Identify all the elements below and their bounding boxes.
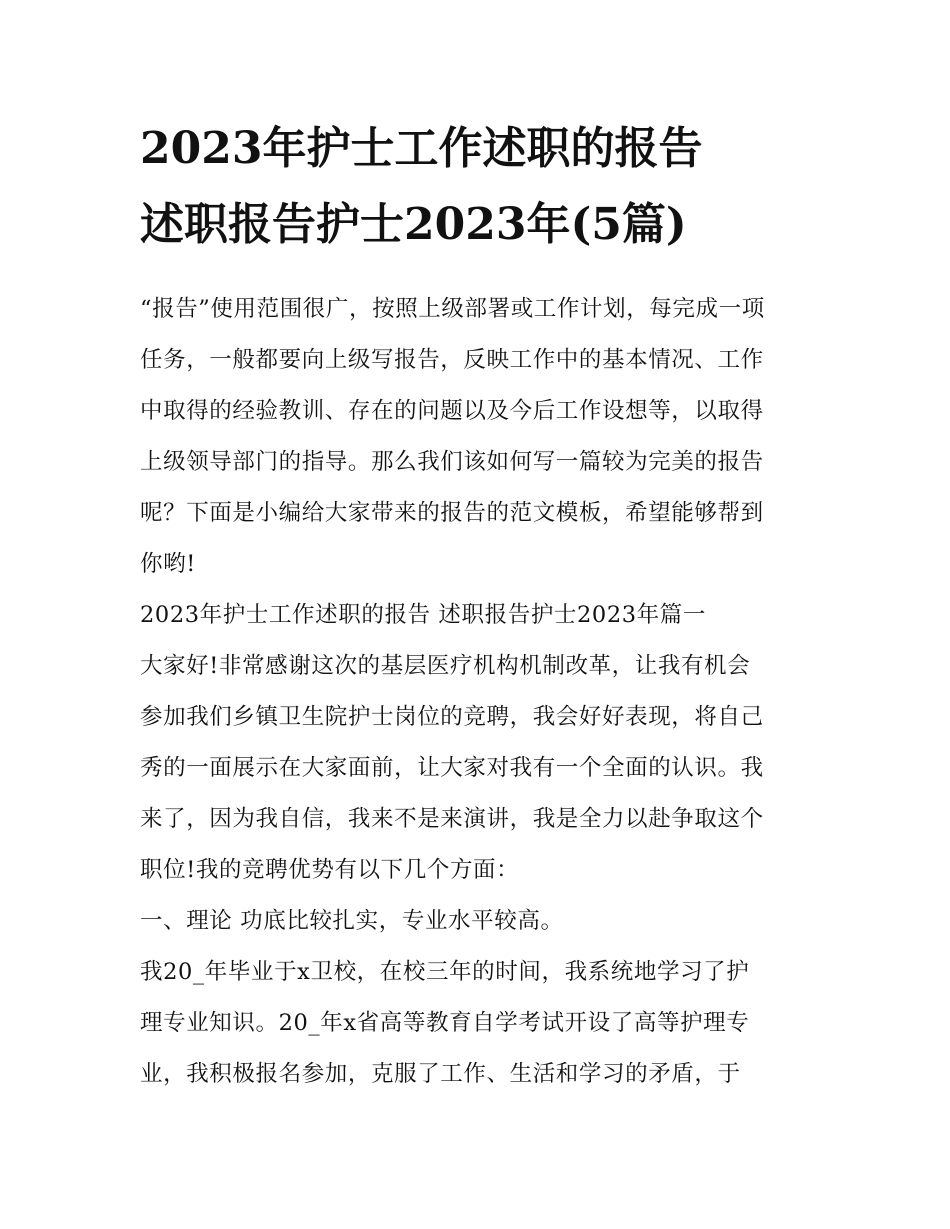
section-heading: 2023年护士工作述职的报告 述职报告护士2023年篇一 — [140, 602, 706, 628]
document-title — [140, 118, 820, 256]
body-line: 任务，一般都要向上级写报告，反映工作中的基本情况、工作 — [140, 347, 764, 373]
document-body — [140, 284, 820, 1100]
body-line: 呢？下面是小编给大家带来的报告的范文模板，希望能够帮到 — [140, 500, 764, 526]
body-line: 理专业知识。20_年x省高等教育自学考试开设了高等护理专 — [140, 1010, 750, 1036]
body-line: 上级领导部门的指导。那么我们该如何写一篇较为完美的报告 — [140, 449, 764, 475]
body-line: 参加我们乡镇卫生院护士岗位的竞聘，我会好好表现，将自己 — [140, 704, 764, 730]
title-line-2: 述职报告护士2023年(5篇) — [140, 199, 687, 250]
body-line: 来了，因为我自信，我来不是来演讲，我是全力以赴争取这个 — [140, 806, 764, 832]
body-line: 秀的一面展示在大家面前，让大家对我有一个全面的认识。我 — [140, 755, 764, 781]
body-line: 一、理论 功底比较扎实，专业水平较高。 — [140, 908, 564, 934]
body-line: 职位!我的竞聘优势有以下几个方面： — [140, 857, 520, 883]
body-line: 业，我积极报名参加，克服了工作、生活和学习的矛盾，于 — [140, 1061, 741, 1087]
title-line-1: 2023年护士工作述职的报告 — [140, 123, 703, 174]
body-line: 大家好!非常感谢这次的基层医疗机构机制改革，让我有机会 — [140, 653, 751, 679]
body-line: “报告”使用范围很广，按照上级部署或工作计划，每完成一项 — [140, 296, 765, 322]
body-line: 中取得的经验教训、存在的问题以及今后工作设想等，以取得 — [140, 398, 764, 424]
body-line: 我20_年毕业于x卫校，在校三年的时间，我系统地学习了护 — [140, 959, 750, 985]
body-line: 你哟! — [140, 551, 196, 577]
